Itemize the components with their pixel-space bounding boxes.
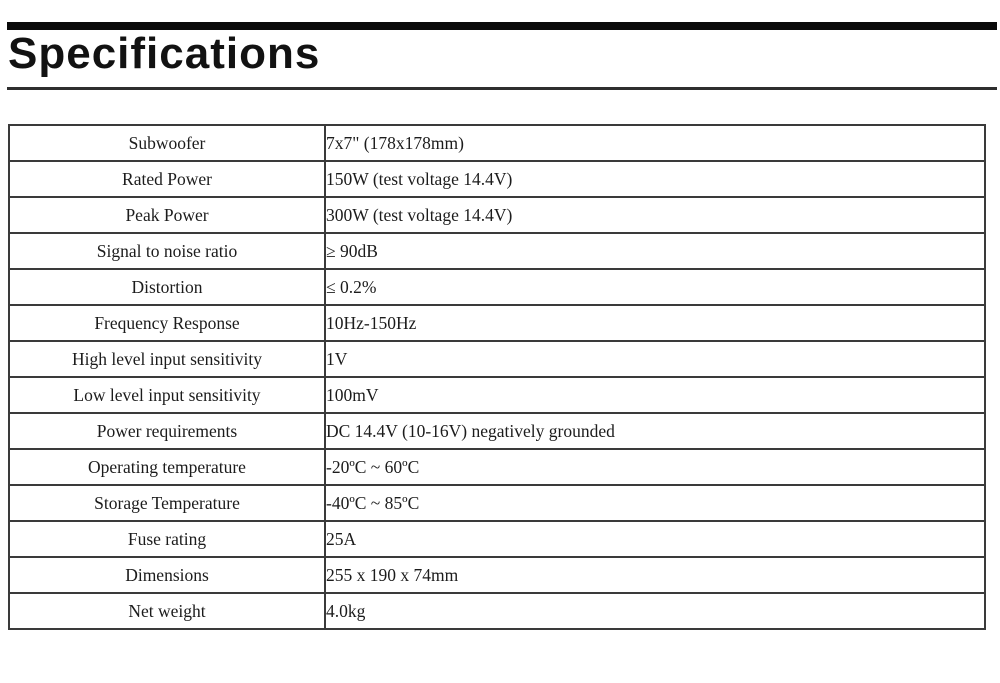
- table-row: [9, 125, 985, 161]
- spec-value: ≤ 0.2%: [325, 269, 985, 305]
- table-row: [9, 377, 985, 413]
- table-row: [9, 161, 985, 197]
- table-row: [9, 233, 985, 269]
- title-underline-rule: [7, 87, 997, 90]
- spec-value: 7x7" (178x178mm): [325, 125, 985, 161]
- spec-value: -40ºC ~ 85ºC: [325, 485, 985, 521]
- spec-label: Rated Power: [9, 161, 325, 197]
- table-row: [9, 269, 985, 305]
- spec-value: 10Hz-150Hz: [325, 305, 985, 341]
- spec-label: Frequency Response: [9, 305, 325, 341]
- spec-value: DC 14.4V (10-16V) negatively grounded: [325, 413, 985, 449]
- page-title: Specifications: [8, 29, 321, 78]
- spec-value: 4.0kg: [325, 593, 985, 629]
- table-row: [9, 197, 985, 233]
- spec-label: Dimensions: [9, 557, 325, 593]
- table-row: [9, 449, 985, 485]
- spec-label: Subwoofer: [9, 125, 325, 161]
- spec-value: 100mV: [325, 377, 985, 413]
- spec-label: Operating temperature: [9, 449, 325, 485]
- table-row: [9, 305, 985, 341]
- table-row: [9, 593, 985, 629]
- spec-label: Fuse rating: [9, 521, 325, 557]
- spec-value: 150W (test voltage 14.4V): [325, 161, 985, 197]
- spec-label: Power requirements: [9, 413, 325, 449]
- table-row: [9, 413, 985, 449]
- spec-value: 300W (test voltage 14.4V): [325, 197, 985, 233]
- spec-label: Signal to noise ratio: [9, 233, 325, 269]
- spec-value: 255 x 190 x 74mm: [325, 557, 985, 593]
- table-row: [9, 521, 985, 557]
- spec-label: Distortion: [9, 269, 325, 305]
- specifications-table: [8, 124, 986, 630]
- spec-value: 25A: [325, 521, 985, 557]
- spec-value: ≥ 90dB: [325, 233, 985, 269]
- table-row: [9, 485, 985, 521]
- spec-value: 1V: [325, 341, 985, 377]
- table-row: [9, 557, 985, 593]
- spec-label: Low level input sensitivity: [9, 377, 325, 413]
- spec-label: Net weight: [9, 593, 325, 629]
- specifications-table-body: [9, 125, 985, 629]
- spec-value: -20ºC ~ 60ºC: [325, 449, 985, 485]
- spec-label: Storage Temperature: [9, 485, 325, 521]
- spec-label: High level input sensitivity: [9, 341, 325, 377]
- table-row: [9, 341, 985, 377]
- spec-label: Peak Power: [9, 197, 325, 233]
